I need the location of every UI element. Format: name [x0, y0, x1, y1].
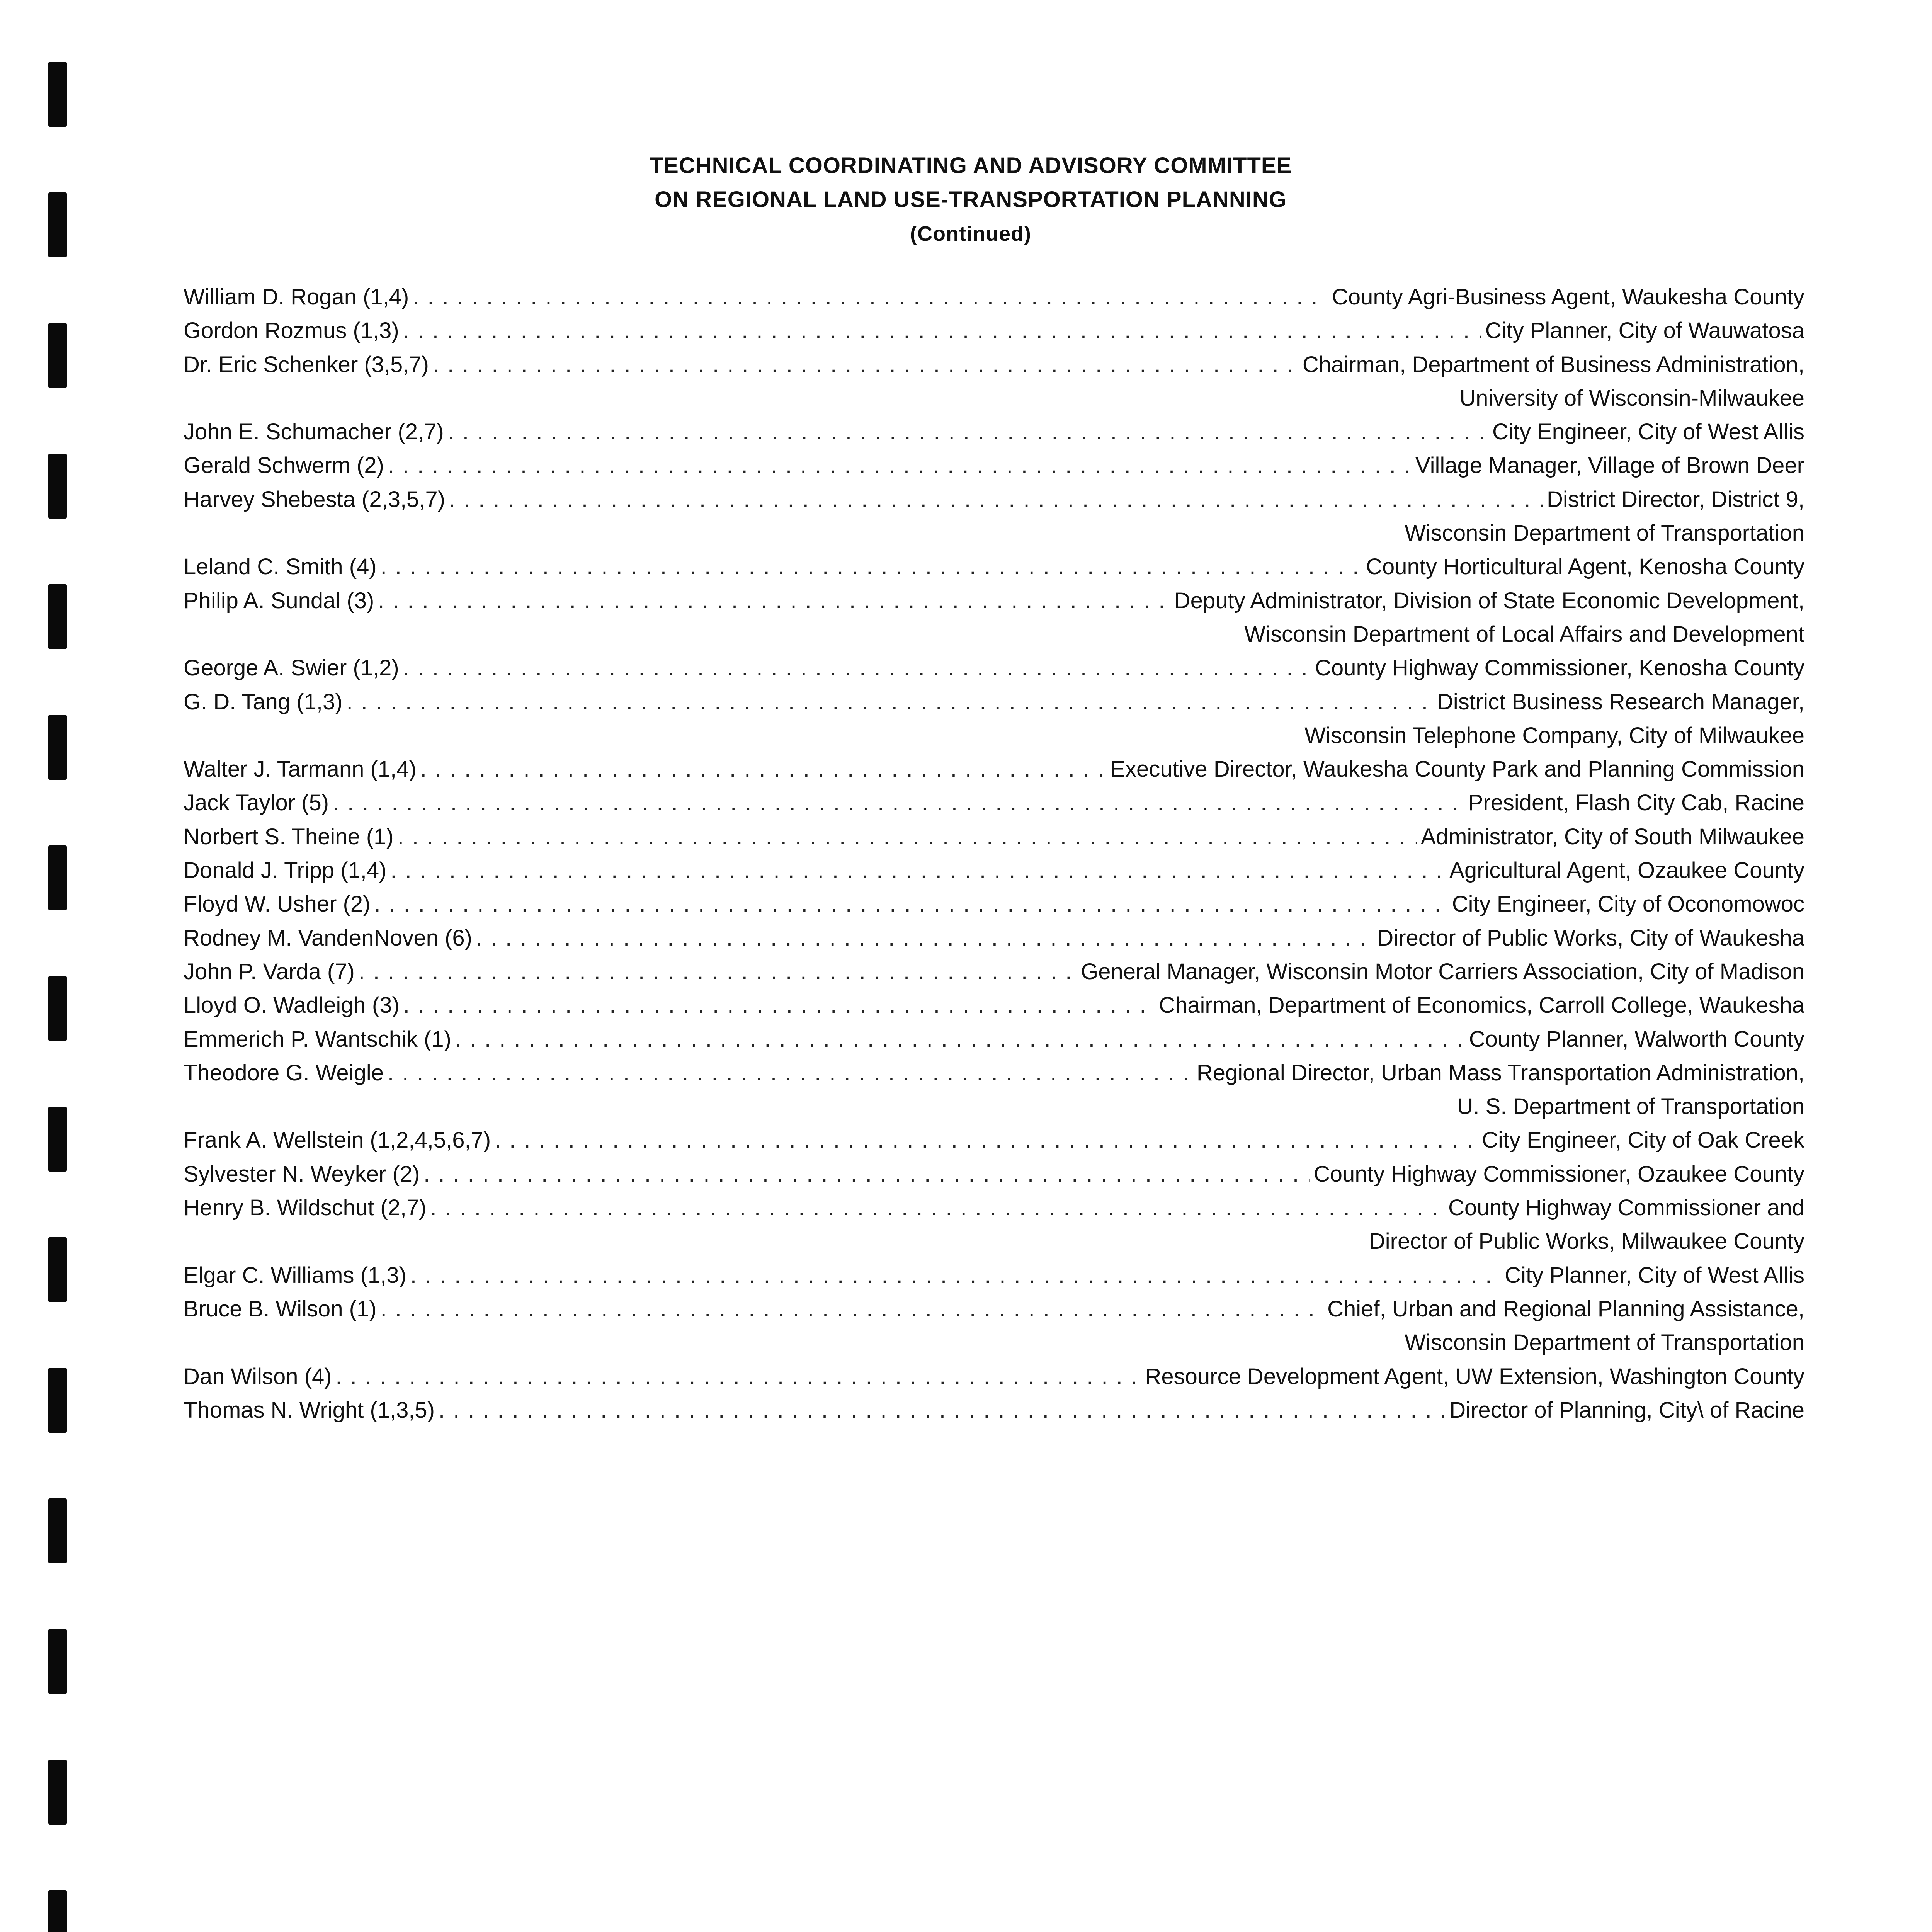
member-title: County Highway Commissioner, Kenosha County — [1315, 655, 1804, 681]
member-title: General Manager, Wisconsin Motor Carriers Association, City of Madison — [1081, 959, 1804, 984]
member-row — [184, 1056, 1804, 1090]
member-name: William D. Rogan (1,4) — [184, 284, 409, 310]
member-title: County Agri-Business Agent, Waukesha County — [1332, 284, 1804, 310]
binding-mark — [48, 845, 67, 910]
member-name: Rodney M. VandenNoven (6) — [184, 925, 472, 951]
dot-leader — [359, 955, 1077, 988]
member-row — [184, 1123, 1804, 1157]
member-title: Executive Director, Waukesha County Park and Planning Commission — [1110, 757, 1804, 782]
dot-leader — [448, 415, 1488, 449]
member-roster — [184, 280, 1804, 1427]
member-title: Regional Director, Urban Mass Transportation Administration, — [1196, 1060, 1804, 1085]
member-name: Bruce B. Wilson (1) — [184, 1296, 377, 1321]
header-line-3: (Continued) — [910, 222, 1031, 245]
member-title: President, Flash City Cab, Racine — [1468, 790, 1804, 816]
header-line-1: TECHNICAL COORDINATING AND ADVISORY COMMITTEE — [649, 153, 1292, 178]
member-row — [184, 955, 1804, 988]
member-name: Frank A. Wellstein (1,2,4,5,6,7) — [184, 1128, 491, 1153]
member-title: City Planner, City of Wauwatosa — [1485, 318, 1804, 344]
member-row — [184, 820, 1804, 854]
dot-leader — [403, 988, 1155, 1022]
member-name: Thomas N. Wright (1,3,5) — [184, 1397, 435, 1423]
member-name: Norbert S. Theine (1) — [184, 824, 394, 849]
binding-mark — [48, 454, 67, 519]
dot-leader — [388, 1056, 1193, 1090]
dot-leader — [449, 483, 1543, 516]
member-row — [184, 1292, 1804, 1326]
member-title: City Planner, City of West Allis — [1505, 1262, 1804, 1288]
member-name: Jack Taylor (5) — [184, 790, 329, 816]
member-row — [184, 280, 1804, 314]
member-row — [184, 1022, 1804, 1056]
member-name: Dr. Eric Schenker (3,5,7) — [184, 352, 429, 377]
member-title-continued: Wisconsin Telephone Company, City of Milwaukee — [1304, 723, 1804, 748]
dot-leader — [333, 786, 1464, 820]
member-title: Resource Development Agent, UW Extension, Washington County — [1145, 1364, 1804, 1389]
dot-leader — [455, 1022, 1465, 1056]
dot-leader — [495, 1123, 1478, 1157]
member-row — [184, 887, 1804, 921]
member-name: Philip A. Sundal (3) — [184, 588, 374, 613]
member-name: Gordon Rozmus (1,3) — [184, 318, 399, 344]
dot-leader — [347, 685, 1433, 719]
member-name: George A. Swier (1,2) — [184, 655, 399, 681]
dot-leader — [476, 921, 1374, 955]
member-title: County Highway Commissioner and — [1448, 1195, 1804, 1221]
member-title: District Director, District 9, — [1546, 486, 1804, 512]
member-title-continued: Wisconsin Department of Transportation — [1405, 1330, 1804, 1355]
member-row — [184, 651, 1804, 685]
dot-leader — [430, 1191, 1445, 1225]
member-name: Henry B. Wildschut (2,7) — [184, 1195, 427, 1221]
member-title: City Engineer, City of Oconomowoc — [1452, 891, 1804, 917]
binding-mark — [48, 1368, 67, 1433]
member-name: Donald J. Tripp (1,4) — [184, 858, 387, 883]
member-title: District Business Research Manager, — [1437, 689, 1804, 714]
binding-mark — [48, 976, 67, 1041]
member-name: Theodore G. Weigle — [184, 1060, 384, 1085]
dot-leader — [413, 280, 1328, 314]
member-name: Leland C. Smith (4) — [184, 554, 377, 580]
member-title: Director of Planning, City\ of Racine — [1449, 1397, 1804, 1423]
member-name: Elgar C. Williams (1,3) — [184, 1262, 406, 1288]
dot-leader — [439, 1393, 1446, 1427]
member-title: Chairman, Department of Business Administration, — [1302, 352, 1804, 377]
binding-mark — [48, 1890, 67, 1932]
member-title: Director of Public Works, City of Waukesha — [1377, 925, 1804, 951]
member-row — [184, 752, 1804, 786]
dot-leader — [403, 651, 1311, 685]
dot-leader — [381, 550, 1362, 583]
dot-leader — [336, 1360, 1141, 1393]
header-line-2: ON REGIONAL LAND USE-TRANSPORTATION PLANNING — [655, 187, 1287, 212]
member-title: Administrator, City of South Milwaukee — [1421, 824, 1804, 849]
dot-leader — [398, 820, 1417, 854]
member-row — [184, 1360, 1804, 1393]
dot-leader — [420, 752, 1107, 786]
binding-mark — [48, 1107, 67, 1172]
dot-leader — [378, 584, 1170, 617]
binding-mark — [48, 584, 67, 649]
member-title-continued: Wisconsin Department of Local Affairs and Development — [1244, 621, 1804, 647]
member-title-continued: U. S. Department of Transportation — [1457, 1094, 1804, 1119]
dot-leader — [381, 1292, 1324, 1326]
member-name: G. D. Tang (1,3) — [184, 689, 343, 714]
member-title: County Horticultural Agent, Kenosha County — [1366, 554, 1804, 580]
dot-leader — [374, 887, 1448, 921]
member-title: Deputy Administrator, Division of State Economic Development, — [1174, 588, 1804, 613]
member-row — [184, 1157, 1804, 1191]
dot-leader — [423, 1157, 1310, 1191]
member-row — [184, 584, 1804, 617]
member-name: Emmerich P. Wantschik (1) — [184, 1026, 451, 1052]
binding-mark — [48, 1760, 67, 1825]
dot-leader — [388, 449, 1412, 482]
member-title: County Highway Commissioner, Ozaukee County — [1313, 1161, 1804, 1187]
member-title: County Planner, Walworth County — [1469, 1026, 1804, 1052]
member-row — [184, 988, 1804, 1022]
member-name: Lloyd O. Wadleigh (3) — [184, 993, 400, 1018]
dot-leader — [433, 348, 1299, 381]
binding-mark — [48, 1237, 67, 1302]
member-row — [184, 685, 1804, 719]
member-title-continued: University of Wisconsin-Milwaukee — [1459, 385, 1804, 411]
member-row — [184, 314, 1804, 347]
member-row — [184, 854, 1804, 887]
member-name: John E. Schumacher (2,7) — [184, 419, 444, 445]
binding-mark — [48, 323, 67, 388]
member-row — [184, 449, 1804, 482]
member-title: Village Manager, Village of Brown Deer — [1415, 453, 1804, 478]
dot-leader — [410, 1259, 1501, 1292]
member-title: City Engineer, City of Oak Creek — [1482, 1128, 1804, 1153]
binding-mark — [48, 1629, 67, 1694]
binding-mark — [48, 1498, 67, 1563]
member-row — [184, 1259, 1804, 1292]
member-name: Sylvester N. Weyker (2) — [184, 1161, 420, 1187]
member-row — [184, 348, 1804, 381]
member-row — [184, 1393, 1804, 1427]
member-title: Chairman, Department of Economics, Carroll College, Waukesha — [1159, 993, 1804, 1018]
member-title-continued: Wisconsin Department of Transportation — [1405, 520, 1804, 546]
member-row — [184, 786, 1804, 820]
member-title: Chief, Urban and Regional Planning Assistance, — [1327, 1296, 1804, 1321]
member-row — [184, 921, 1804, 955]
binding-mark — [48, 715, 67, 780]
member-row — [184, 415, 1804, 449]
member-name: Gerald Schwerm (2) — [184, 453, 384, 478]
member-row — [184, 483, 1804, 516]
member-title: City Engineer, City of West Allis — [1492, 419, 1804, 445]
member-name: Walter J. Tarmann (1,4) — [184, 757, 417, 782]
committee-header — [0, 149, 1932, 251]
dot-leader — [403, 314, 1481, 347]
member-name: Floyd W. Usher (2) — [184, 891, 371, 917]
binding-marks — [48, 0, 67, 1932]
member-title: Agricultural Agent, Ozaukee County — [1449, 858, 1804, 883]
member-name: Dan Wilson (4) — [184, 1364, 332, 1389]
member-row — [184, 1191, 1804, 1225]
binding-mark — [48, 62, 67, 127]
member-name: John P. Varda (7) — [184, 959, 355, 984]
dot-leader — [390, 854, 1446, 887]
member-title-continued: Director of Public Works, Milwaukee County — [1369, 1229, 1804, 1254]
member-row — [184, 550, 1804, 583]
member-name: Harvey Shebesta (2,3,5,7) — [184, 486, 446, 512]
